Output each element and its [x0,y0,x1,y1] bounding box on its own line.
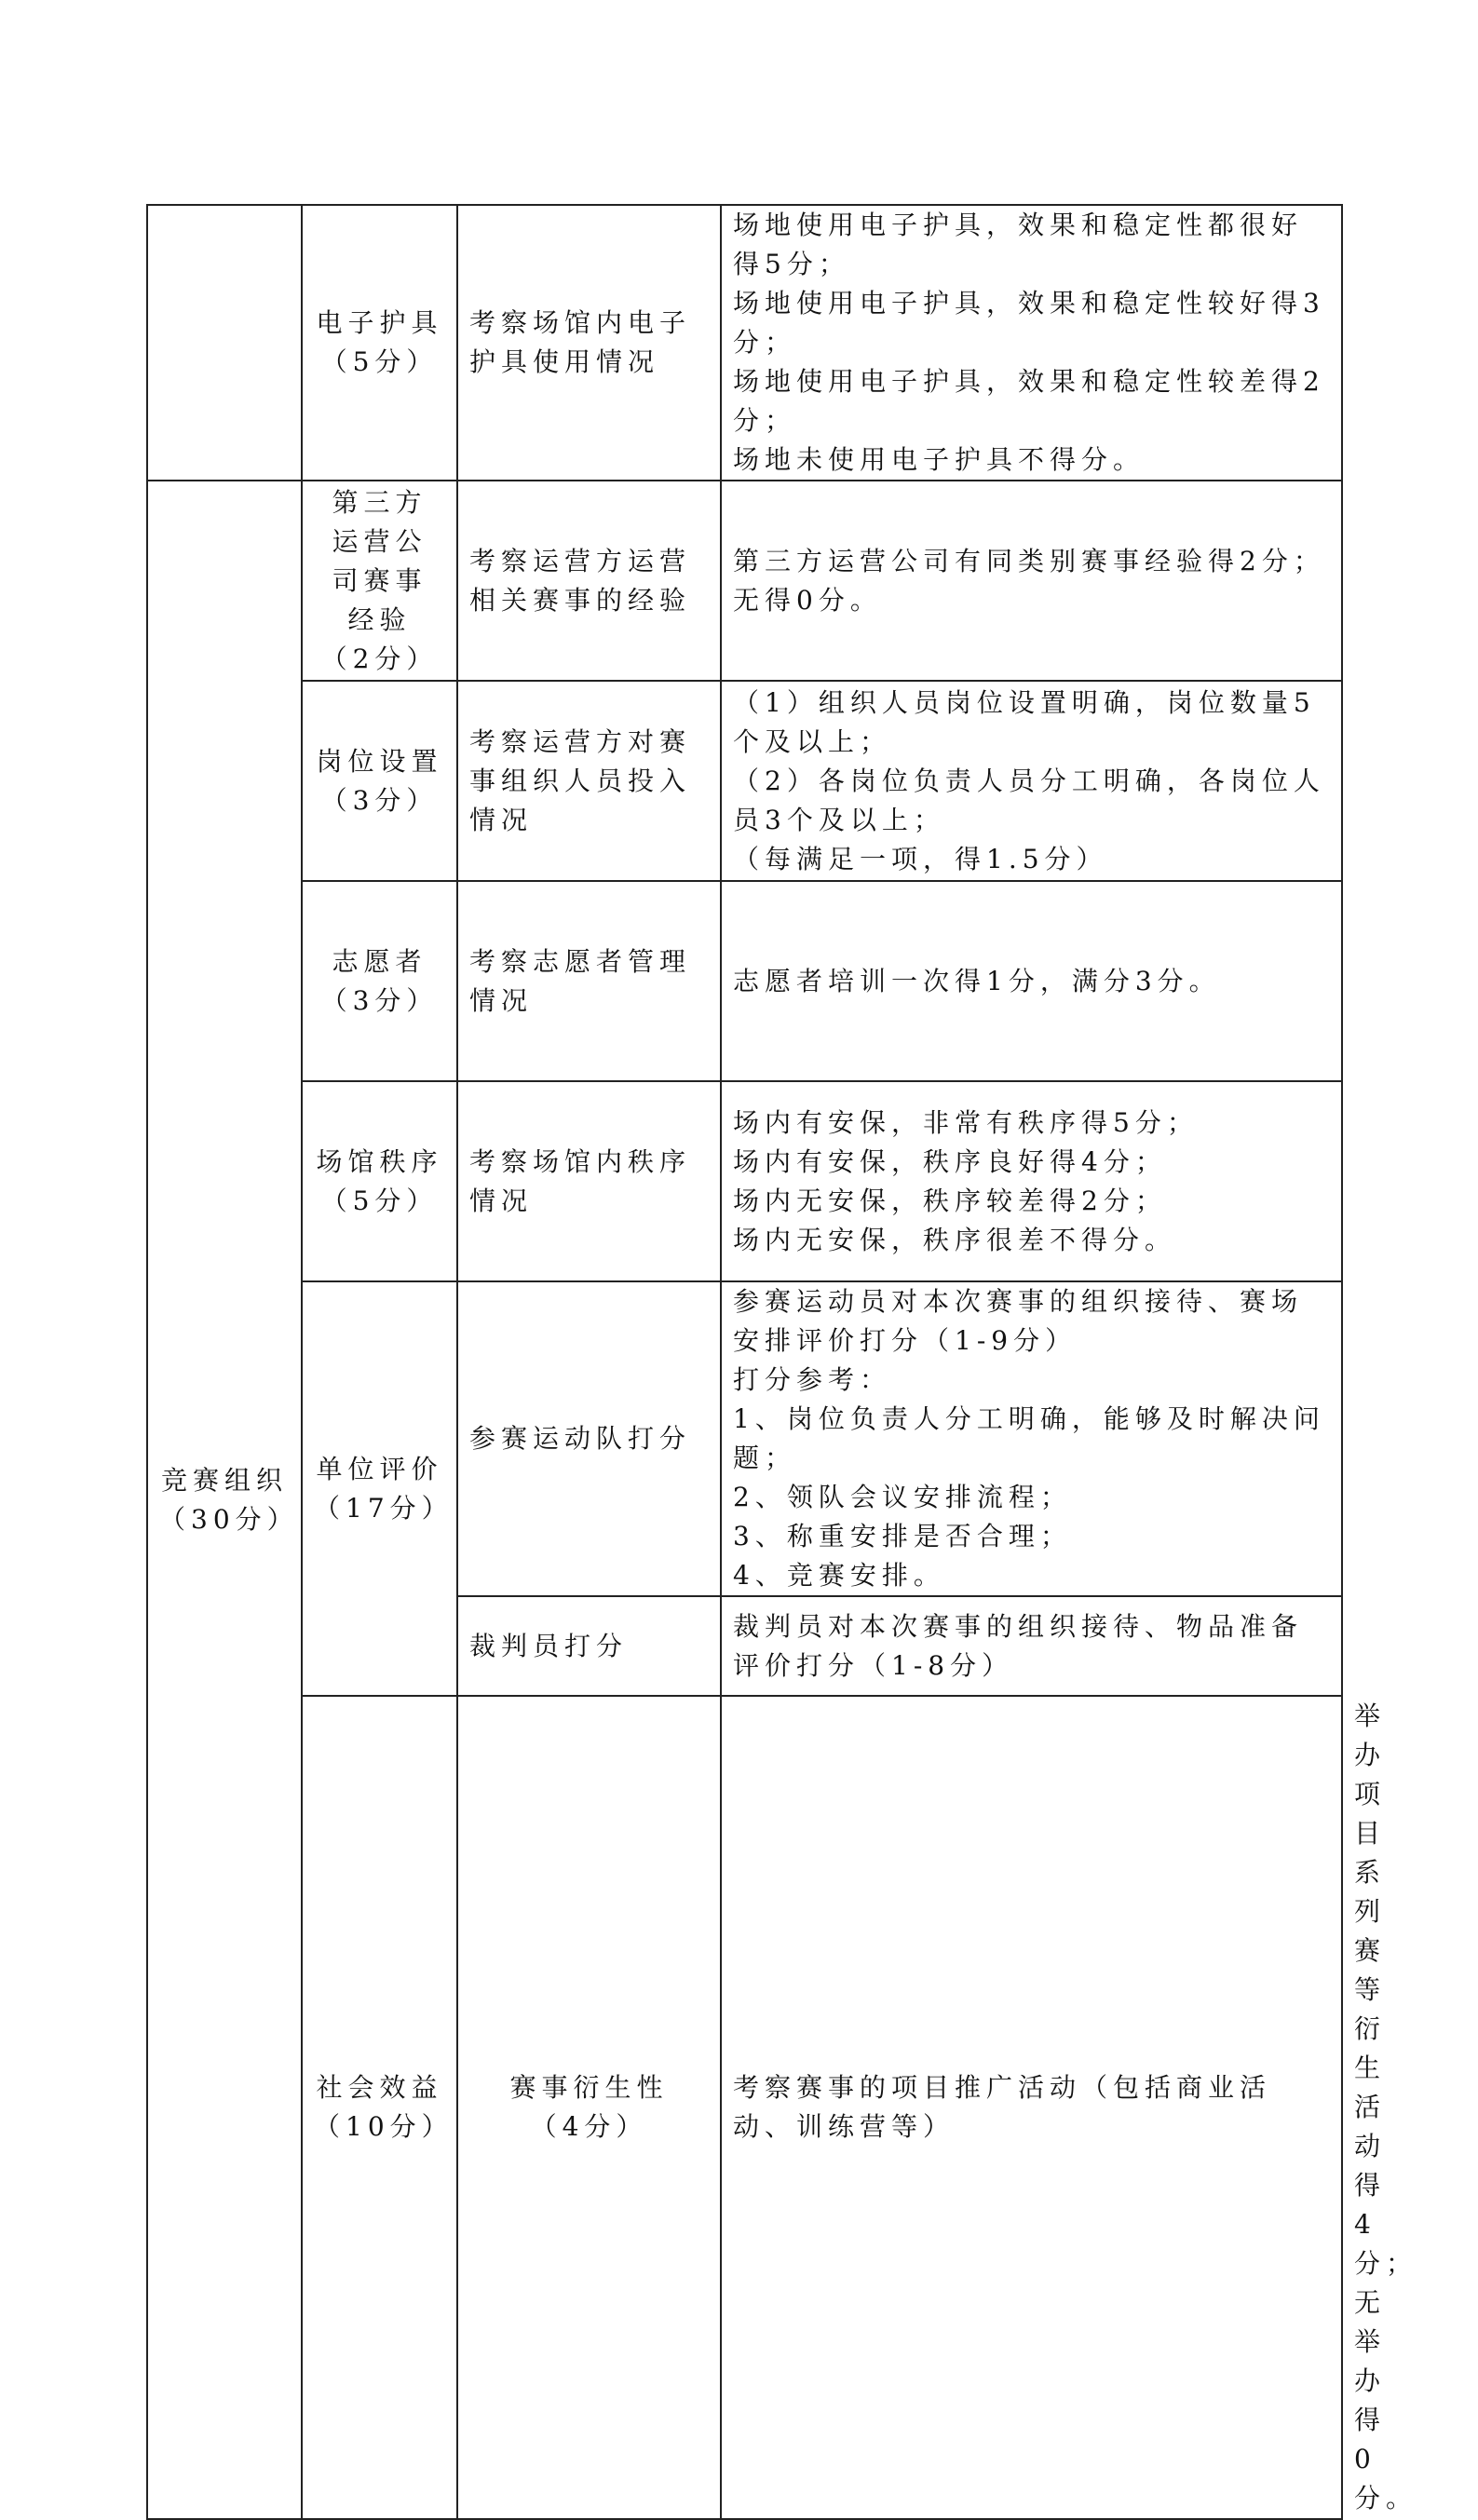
item-cell: 岗位设置 （3分） [302,681,457,881]
item-cell: 赛事衍生性 （4分） [457,1696,721,2519]
item-cell: 单位评价 （17分） [302,1281,457,1696]
item-cell: 第三方运营公司赛事经验 （2分） [302,481,457,681]
category-cell: 社会效益 （10分） [302,1696,457,2519]
item-cell: 电子护具 （5分） [302,205,457,481]
criteria-cell: 裁判员对本次赛事的组织接待、物品准备评价打分（1-8分） [721,1596,1342,1696]
table-row [147,205,1342,481]
table-row [147,1081,1342,1281]
scoring-table [146,204,1418,2520]
criteria-cell: 场内有安保，非常有秩序得5分； 场内有安保，秩序良好得4分； 场内无安保，秩序较差得2分； 场内无安保，秩序很差不得分。 [721,1081,1342,1281]
item-cell: 场馆秩序 （5分） [302,1081,457,1281]
criteria-cell: 第三方运营公司有同类别赛事经验得2分； 无得0分。 [721,481,1342,681]
criteria-cell: 志愿者培训一次得1分，满分3分。 [721,881,1342,1081]
content-cell: 考察赛事的项目推广活动（包括商业活动、训练营等） [721,1696,1342,2519]
item-cell: 志愿者 （3分） [302,881,457,1081]
table-row [147,681,1342,881]
content-cell: 考察志愿者管理情况 [457,881,721,1081]
criteria-cell: 场地使用电子护具，效果和稳定性都很好得5分； 场地使用电子护具，效果和稳定性较好得3分； 场地使用电子护具，效果和稳定性较差得2分； 场地未使用电子护具不得分。 [721,205,1342,481]
table-row: 社会效益 （10分） 赛事衍生性 （4分） 考察赛事的项目推广活动（包括商业活动、训练营等） 举办项目系列赛等衍生活动得4分； 无举办得0分。 [147,1696,1342,2519]
content-cell: 考察运营方对赛事组织人员投入情况 [457,681,721,881]
criteria-cell: （1）组织人员岗位设置明确，岗位数量5个及以上； （2）各岗位负责人员分工明确，各岗位人员3个及以上； （每满足一项，得1.5分） [721,681,1342,881]
content-cell: 裁判员打分 [457,1596,721,1696]
category-cell-empty [147,205,302,481]
table-row [147,1281,1342,1596]
content-cell: 考察场馆内电子护具使用情况 [457,205,721,481]
table-row [147,881,1342,1081]
content-cell: 考察运营方运营相关赛事的经验 [457,481,721,681]
category-cell: 竞赛组织 （30分） [147,481,302,2519]
content-cell: 参赛运动队打分 [457,1281,721,1596]
content-cell: 考察场馆内秩序情况 [457,1081,721,1281]
criteria-cell: 参赛运动员对本次赛事的组织接待、赛场安排评价打分（1-9分） 打分参考： 1、岗位负责人分工明确，能够及时解决问题； 2、领队会议安排流程； 3、称重安排是否合理； 4、竞赛安排。 [721,1281,1342,1596]
table-row [147,481,1342,681]
